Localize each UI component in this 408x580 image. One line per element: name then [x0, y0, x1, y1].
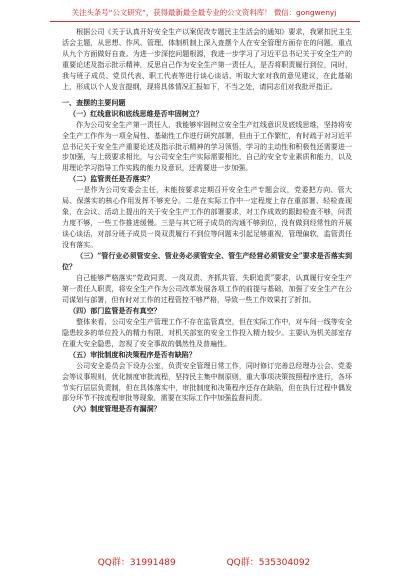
contact-footer	[0, 555, 408, 568]
paragraph-5: 公司安全委员会下设办公室，负责安全管理日常工作，同时修订完善总经理办公会、党委会等议事规则，优化制度审批流程，坚持民主集中制原则，重大事项决策按照程序进行，各环节实行层层负责制，但在具体落实中，审批制度和决策程序还存在缺陷，但在执行过程中偶发部分环节不按流程审批等现象，需要在实际工作中加强监督问责。	[62, 360, 352, 403]
paragraph-1: 作为公司安全生产第一责任人，我能够牢固树立安全生产红线意识及底线思维，坚持将安全生产工作作为一项全局性、基础性工作进行研究部署，但由于工作繁忙，有时疏于对习近平总书记关于安全生产重要论述及指示批示精神的学习领悟，学习的主动性和积极性还需要进一步加强，与上级要求相比，与公司安全生产实际需要相比，自己的安全专业素质和能力，以及用理论学习指导工作实践的能力及意识，还需要进一步加强。	[62, 119, 352, 173]
paragraph-4: 整体来看，公司安全生产管理工作不存在监管真空，但在实际工作中，对车间一线等安全隐患较多的单位投入的精力有限，对机关部室的安全工作投入精力较少。主要认为机关部室存在重大安全隐患，忽视了安全事故的偶然性及普遍性。	[62, 316, 352, 348]
paragraph-3: 自己能够严格落实“党政同责、一岗双责、齐抓共管、失职追责”要求，认真履行安全生产第一责任人职责，将安全生产作为公司改革发展各项工作的前提与基础，加强了安全生产在公司谋划与部署，但有时对工作的过程管控不够严格，导致一些工作效果打了折扣。	[62, 272, 352, 304]
qq-group-2: QQ群：535304092	[226, 558, 311, 568]
section-heading: 一、查摆的主要问题	[62, 97, 126, 107]
subheading-1: （一）红线意识和底线思维是否牢固树立？	[69, 108, 203, 118]
promo-banner: 关注头条号“公文研究”，获得最新最全最专业的公文资料库！ 微信：gongwenyj	[71, 8, 337, 17]
subheading-6: （六）制度管理是否有漏洞？	[69, 404, 161, 414]
qq-group-1: QQ群：31991489	[97, 558, 176, 568]
paragraph-2: 一是作为公司安委会主任，未能按要求定期召开安全生产专题会议，党委把方向、管大局、保落实的核心作用发挥不够充分。二是在实际工作中一定程度上存在重部署、轻检查现象，在会议、活动上提出的关于安全生产工作的部署要求，对工作成效的跟踪检查不够，问责力度不够，一些工作推进缓慢。三是与其它班子成员的沟通不够到位，没有做到经常性的开展谈心谈话，对部分班子成员一岗双责履行不到位等问题未引起足够重视，管理偏软，监管责任没有落实。	[62, 185, 352, 250]
subheading-3: （三）“管行业必须管安全、管业务必须管安全、管生产经营必须管安全”要求是否落实到位？	[62, 251, 352, 272]
intro-paragraph: 根据公司《关于认真开好安全生产以案促改专题民主生活会的通知》要求，我紧扣民主生活会主题，从思想、作风、管理、体制机制上深入查摆个人在安全管理方面存在的问题，重点从九个方面做好自查。为进一步深挖问题根源，我进一步学习了习近平总书记关于安全生产的重要论述及指示批示精神，反思自己作为安全生产第一责任人，是否将职责履行到位，同时，我与班子成员、党员代表、职工代表等进行谈心谈话，听取大家对我的意见建议，在此基础上，形成以个人发言提纲，现将具体情况汇报如下，不当之处，请同志们对我批评指正。	[62, 27, 352, 91]
subheading-4: （四）部门监管是否有真空？	[69, 305, 161, 315]
header-divider	[50, 21, 360, 22]
subheading-2: （二）监管责任是否落实？	[69, 174, 154, 184]
document-body	[62, 27, 352, 415]
subheading-5: （五）审批制度和决策程序是否有缺陷？	[69, 349, 196, 359]
